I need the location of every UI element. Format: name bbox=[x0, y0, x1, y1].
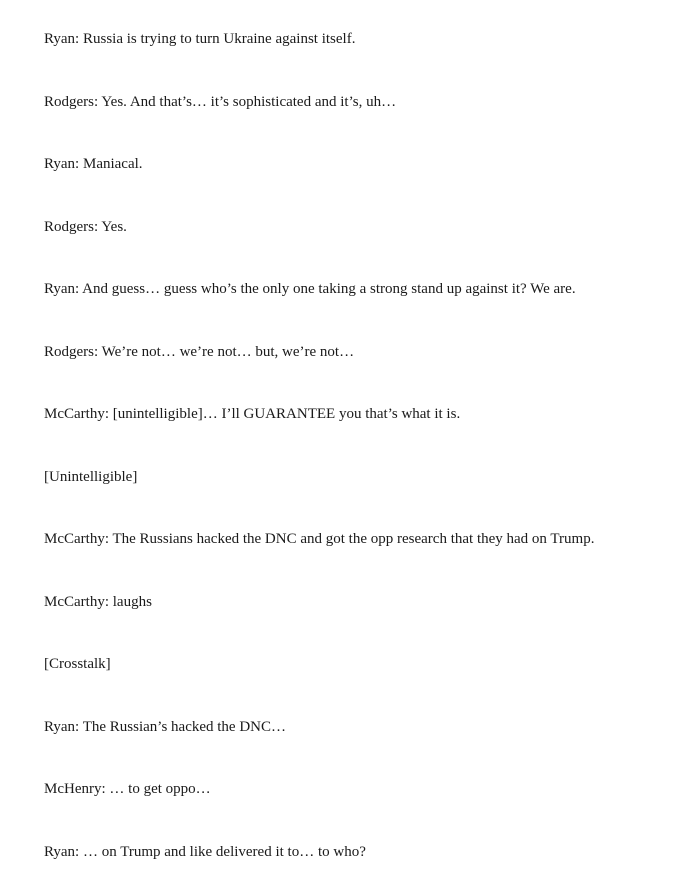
transcript-line-3: Ryan: Maniacal. bbox=[44, 156, 143, 172]
transcript-line-5: Ryan: And guess… guess who’s the only one taking a strong stand up against it? We are. bbox=[44, 281, 576, 297]
transcript-line-10: McCarthy: laughs bbox=[44, 594, 152, 610]
transcript-line-4: Rodgers: Yes. bbox=[44, 219, 127, 235]
transcript-line-9: McCarthy: The Russians hacked the DNC and got the opp research that they had on Trump. bbox=[44, 531, 595, 547]
transcript-line-11: [Crosstalk] bbox=[44, 656, 111, 672]
transcript-line-14: Ryan: … on Trump and like delivered it to… to who? bbox=[44, 844, 366, 860]
transcript-line-7: McCarthy: [unintelligible]… I’ll GUARANTEE you that’s what it is. bbox=[44, 406, 461, 422]
transcript-line-12: Ryan: The Russian’s hacked the DNC… bbox=[44, 719, 287, 735]
transcript-line-2: Rodgers: Yes. And that’s… it’s sophisticated and it’s, uh… bbox=[44, 94, 397, 110]
transcript-line-1: Ryan: Russia is trying to turn Ukraine against itself. bbox=[44, 31, 356, 47]
transcript-line-13: McHenry: … to get oppo… bbox=[44, 781, 211, 797]
transcript-line-6: Rodgers: We’re not… we’re not… but, we’re not… bbox=[44, 344, 355, 360]
transcript-line-8: [Unintelligible] bbox=[44, 469, 138, 485]
